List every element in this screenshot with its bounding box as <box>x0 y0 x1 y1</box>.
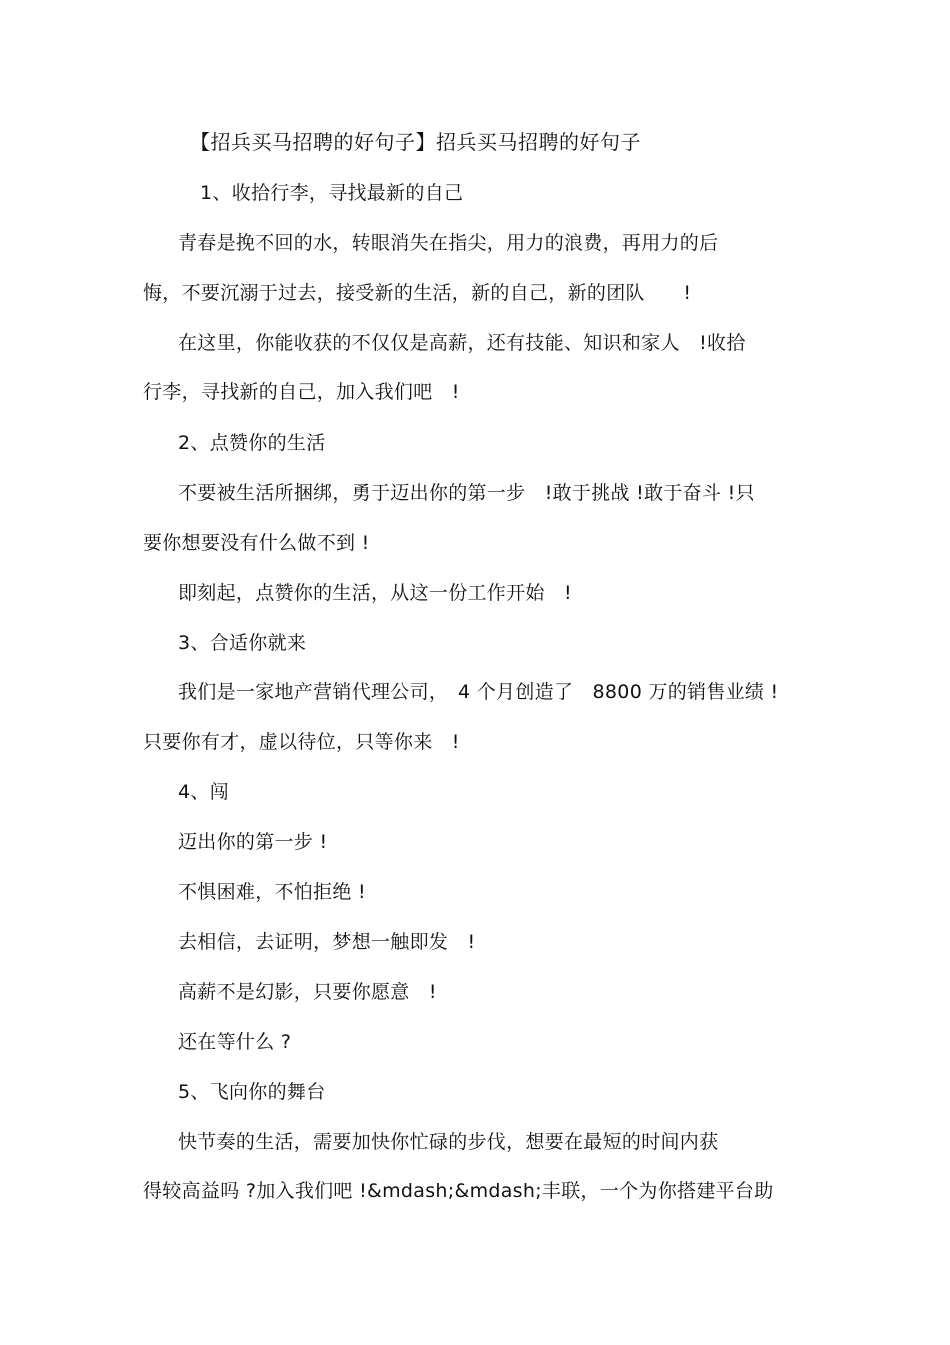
paragraph-line: 悔，不要沉溺于过去，接受新的生活，新的自己，新的团队 ! <box>143 282 692 304</box>
section-heading-5: 5、飞向你的舞台 <box>178 1081 326 1103</box>
section-heading-2: 2、点赞你的生活 <box>178 432 326 454</box>
paragraph-line: 在这里，你能收获的不仅仅是高薪，还有技能、知识和家人 !收拾 <box>178 332 746 354</box>
page-title: 【招兵买马招聘的好句子】招兵买马招聘的好句子 <box>190 130 641 154</box>
paragraph-line: 去相信，去证明，梦想一触即发 ! <box>178 931 476 953</box>
section-heading-3: 3、合适你就来 <box>178 632 307 654</box>
section-heading-1: 1、收拾行李，寻找最新的自己 <box>200 182 464 204</box>
paragraph-line: 得较高益吗 ?加入我们吧 !&mdash;&mdash;丰联，一个为你搭建平台助 <box>143 1180 774 1202</box>
paragraph-line: 行李，寻找新的自己，加入我们吧 ! <box>143 381 460 403</box>
paragraph-line: 即刻起，点赞你的生活，从这一份工作开始 ! <box>178 582 572 604</box>
paragraph-line: 要你想要没有什么做不到 ! <box>143 532 370 554</box>
section-heading-4: 4、闯 <box>178 781 229 803</box>
paragraph-line: 只要你有才，虚以待位，只等你来 ! <box>143 731 460 753</box>
paragraph-line: 高薪不是幻影，只要你愿意 ! <box>178 981 437 1003</box>
paragraph-line: 青春是挽不回的水，转眼消失在指尖，用力的浪费，再用力的后 <box>178 232 719 254</box>
paragraph-line: 快节奏的生活，需要加快你忙碌的步伐，想要在最短的时间内获 <box>178 1131 719 1153</box>
paragraph-line: 我们是一家地产营销代理公司， 4 个月创造了 8800 万的销售业绩 ! <box>178 681 779 703</box>
paragraph-line: 不要被生活所捆绑，勇于迈出你的第一步 !敢于挑战 !敢于奋斗 !只 <box>178 482 755 504</box>
paragraph-line: 还在等什么 ? <box>178 1031 292 1053</box>
paragraph-line: 迈出你的第一步 ! <box>178 831 328 853</box>
paragraph-line: 不惧困难，不怕拒绝 ! <box>178 881 366 903</box>
